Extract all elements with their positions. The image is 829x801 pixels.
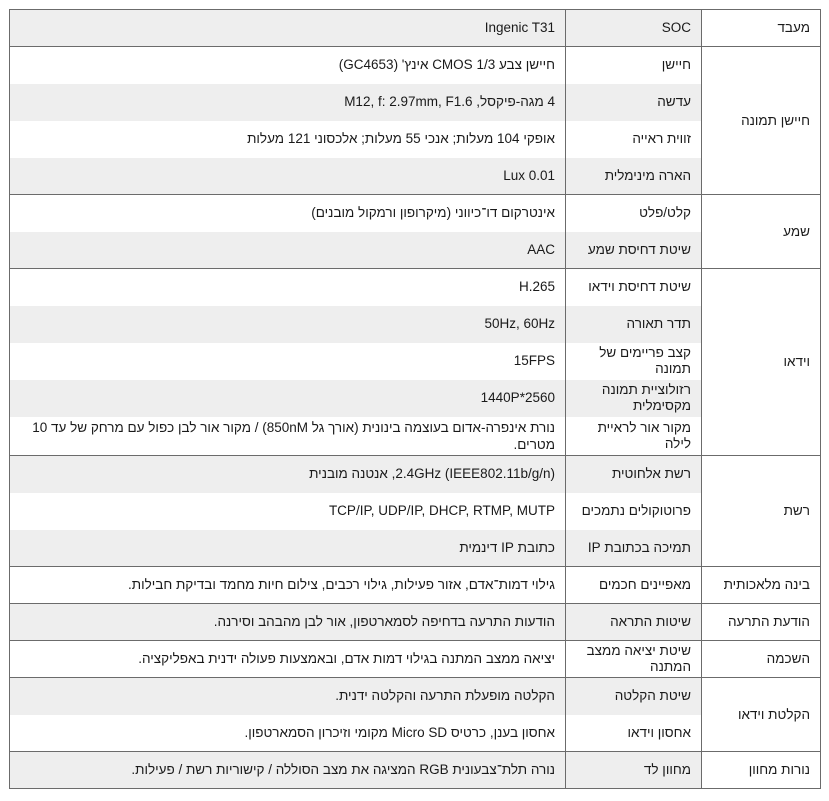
feature-cell: שיטת דחיסת וידאו <box>566 269 702 306</box>
value-cell: נורה תלת־צבעונית RGB המציגה את מצב הסוללה / קישוריות רשת / פעילות. <box>10 752 566 789</box>
value-cell: אחסון בענן, כרטיס Micro SD מקומי וזיכרון הסמארטפון. <box>10 715 566 752</box>
spec-row <box>10 343 821 380</box>
spec-row <box>10 306 821 343</box>
feature-cell: תמיכה בכתובת IP <box>566 530 702 567</box>
spec-row <box>10 380 821 417</box>
spec-row <box>10 10 821 47</box>
value-cell: יציאה ממצב המתנה בגילוי דמות אדם, ובאמצעות פעולה ידנית באפליקציה. <box>10 641 566 678</box>
value-cell: הקלטה מופעלת התרעה והקלטה ידנית. <box>10 678 566 715</box>
feature-cell: הארה מינימלית <box>566 158 702 195</box>
feature-cell: חיישן <box>566 47 702 84</box>
value-cell: AAC <box>10 232 566 269</box>
value-cell: H.265 <box>10 269 566 306</box>
value-cell: חיישן צבע CMOS 1/3 אינץ' (GC4653) <box>10 47 566 84</box>
spec-row <box>10 530 821 567</box>
value-cell: 15FPS <box>10 343 566 380</box>
spec-row <box>10 232 821 269</box>
value-cell: אופקי 104 מעלות; אנכי 55 מעלות; אלכסוני 121 מעלות <box>10 121 566 158</box>
category-cell: השכמה <box>702 641 821 678</box>
category-cell: חיישן תמונה <box>702 47 821 195</box>
value-cell: אינטרקום דו־כיווני (מיקרופון ורמקול מובנים) <box>10 195 566 232</box>
category-cell: הודעת התרעה <box>702 604 821 641</box>
spec-row <box>10 121 821 158</box>
feature-cell: רשת אלחוטית <box>566 456 702 493</box>
value-cell: 2.4GHz (IEEE802.11b/g/n), אנטנה מובנית <box>10 456 566 493</box>
feature-cell: שיטות התראה <box>566 604 702 641</box>
value-cell: Lux 0.01 <box>10 158 566 195</box>
category-cell: מעבד <box>702 10 821 47</box>
category-cell: רשת <box>702 456 821 567</box>
spec-row <box>10 269 821 306</box>
value-cell: TCP/IP, UDP/IP, DHCP, RTMP, MUTP <box>10 493 566 530</box>
spec-row <box>10 604 821 641</box>
feature-cell: תדר תאורה <box>566 306 702 343</box>
spec-table <box>9 9 821 789</box>
spec-row <box>10 678 821 715</box>
spec-row <box>10 195 821 232</box>
feature-cell: זווית ראייה <box>566 121 702 158</box>
value-cell: 50Hz, 60Hz <box>10 306 566 343</box>
spec-row <box>10 84 821 121</box>
value-cell: 2560*1440P <box>10 380 566 417</box>
feature-cell: קלט/פלט <box>566 195 702 232</box>
spec-row <box>10 715 821 752</box>
feature-cell: עדשה <box>566 84 702 121</box>
spec-row <box>10 417 821 456</box>
category-cell: הקלטת וידאו <box>702 678 821 752</box>
value-cell: כתובת IP דינמית <box>10 530 566 567</box>
spec-row <box>10 752 821 789</box>
value-cell: נורת אינפרה-אדום בעוצמה בינונית (אורך גל 850nM) / מקור אור לבן כפול עם מרחק של עד 10 מטרים. <box>10 417 566 456</box>
feature-cell: SOC <box>566 10 702 47</box>
feature-cell: פרוטוקולים נתמכים <box>566 493 702 530</box>
feature-cell: רזולוציית תמונה מקסימלית <box>566 380 702 417</box>
spec-row <box>10 641 821 678</box>
category-cell: נורות מחוון <box>702 752 821 789</box>
spec-row <box>10 493 821 530</box>
category-cell: בינה מלאכותית <box>702 567 821 604</box>
spec-table-body <box>10 10 821 789</box>
value-cell: Ingenic T31 <box>10 10 566 47</box>
spec-row <box>10 158 821 195</box>
category-cell: שמע <box>702 195 821 269</box>
feature-cell: מחוון לד <box>566 752 702 789</box>
feature-cell: שיטת הקלטה <box>566 678 702 715</box>
feature-cell: קצב פריימים של תמונה <box>566 343 702 380</box>
value-cell: 4 מגה-פיקסל, M12, f: 2.97mm, F1.6 <box>10 84 566 121</box>
spec-row <box>10 567 821 604</box>
spec-row <box>10 47 821 84</box>
feature-cell: אחסון וידאו <box>566 715 702 752</box>
feature-cell: מקור אור לראיית לילה <box>566 417 702 456</box>
value-cell: גילוי דמות־אדם, אזור פעילות, גילוי רכבים, צילום חיות מחמד ובדיקת חבילות. <box>10 567 566 604</box>
category-cell: וידאו <box>702 269 821 456</box>
spec-row <box>10 456 821 493</box>
value-cell: הודעות התרעה בדחיפה לסמארטפון, אור לבן מהבהב וסירנה. <box>10 604 566 641</box>
feature-cell: שיטת יציאה ממצב המתנה <box>566 641 702 678</box>
feature-cell: שיטת דחיסת שמע <box>566 232 702 269</box>
feature-cell: מאפיינים חכמים <box>566 567 702 604</box>
